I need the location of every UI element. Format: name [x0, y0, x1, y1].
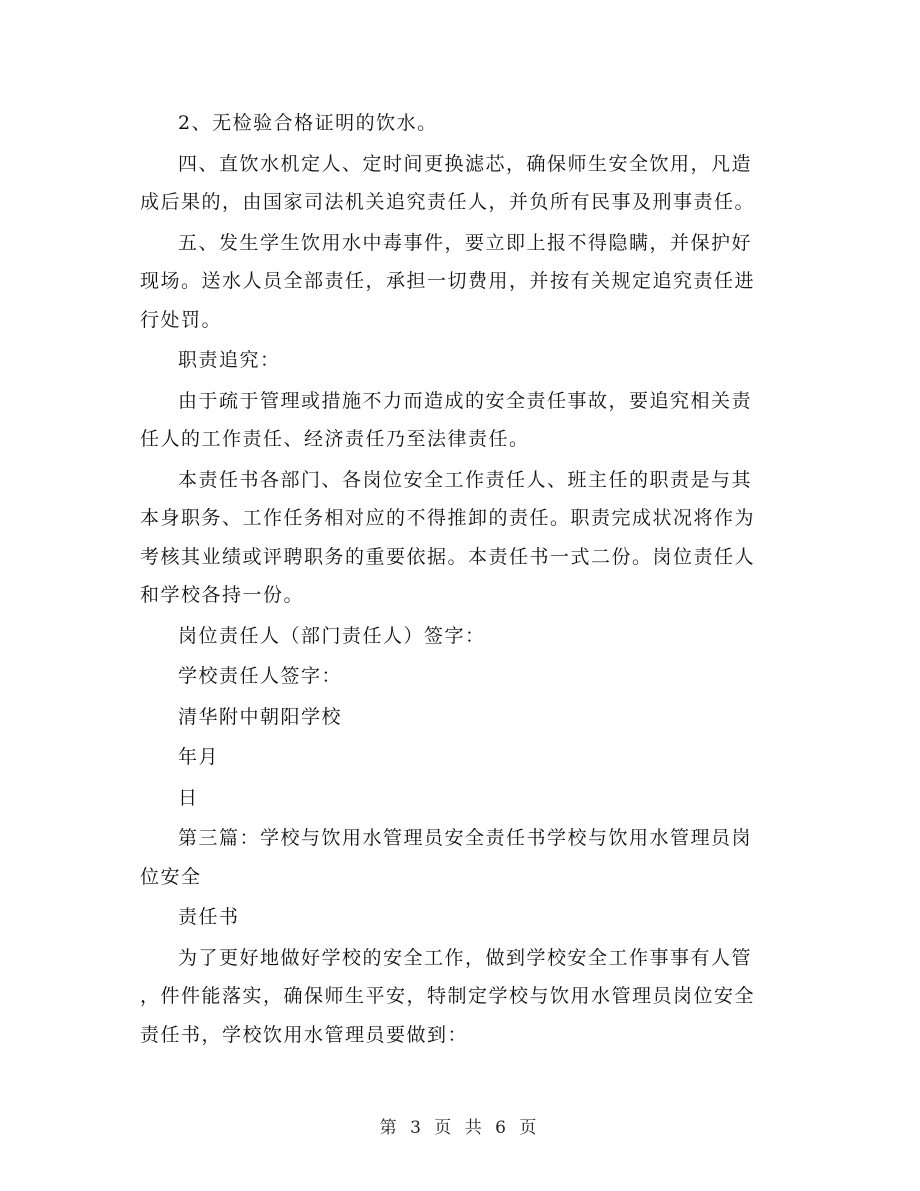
text-line: 四、直饮水机定人、定时间更换滤芯，确保师生安全饮用，凡造 — [178, 152, 753, 175]
text-line: 现场。送水人员全部责任，承担一切费用，并按有关规定追究责任进 — [140, 270, 756, 292]
text-line: 行处罚。 — [140, 308, 223, 331]
text-line: 职责追究： — [178, 349, 281, 371]
text-line: 本责任书各部门、各岗位安全工作责任人、班主任的职责是与其 — [178, 468, 753, 491]
paragraph — [140, 617, 780, 656]
text-line: 第三篇：学校与饮用水管理员安全责任书学校与饮用水管理员岗 — [178, 827, 753, 849]
text-line: 为了更好地做好学校的安全工作，做到学校安全工作事事有人管 — [178, 946, 753, 969]
paragraph — [140, 657, 780, 696]
paragraph — [140, 898, 780, 937]
text-line: 责任书，学校饮用水管理员要做到： — [140, 1023, 469, 1046]
text-line: 五、发生学生饮用水中毒事件，要立即上报不得隐瞒，并保护好 — [178, 231, 753, 254]
text-line: 责任书 — [178, 906, 240, 928]
paragraph — [140, 461, 780, 615]
paragraph — [140, 738, 780, 777]
text-line: 考核其业绩或评聘职务的重要依据。本责任书一式二份。岗位责任人 — [140, 545, 756, 568]
text-line: 岗位责任人（部门责任人）签字： — [178, 624, 486, 647]
text-line: 学校责任人签字： — [178, 665, 343, 687]
text-line: 位安全 — [140, 865, 202, 888]
text-line: 任人的工作责任、经济责任乃至法律责任。 — [140, 428, 530, 450]
paragraph — [140, 341, 780, 380]
text-line: 成后果的，由国家司法机关追究责任人，并负所有民事及刑事责任。 — [140, 191, 756, 213]
text-line: 清华附中朝阳学校 — [178, 705, 343, 728]
paragraph — [140, 104, 780, 143]
document-body — [140, 104, 780, 1056]
paragraph — [140, 819, 780, 896]
text-line: 本身职务、工作任务相对应的不得推卸的责任。职责完成状况将作为 — [140, 507, 756, 529]
paragraph — [140, 779, 780, 818]
text-line: 由于疏于管理或措施不力而造成的安全责任事故，要追究相关责 — [178, 389, 753, 412]
page-number-footer: 第 3 页 共 6 页 — [379, 1118, 541, 1138]
paragraph — [140, 224, 780, 340]
paragraph — [140, 382, 780, 459]
text-line: 年月 — [178, 746, 220, 768]
text-line: 日 — [178, 786, 199, 809]
paragraph — [140, 698, 780, 737]
text-line: 和学校各持一份。 — [140, 584, 305, 606]
paragraph — [140, 145, 780, 222]
text-line: ，件件能落实，确保师生平安，特制定学校与饮用水管理员岗位安全 — [140, 985, 756, 1007]
text-line: 2、无检验合格证明的饮水。 — [178, 112, 438, 134]
paragraph — [140, 939, 780, 1055]
